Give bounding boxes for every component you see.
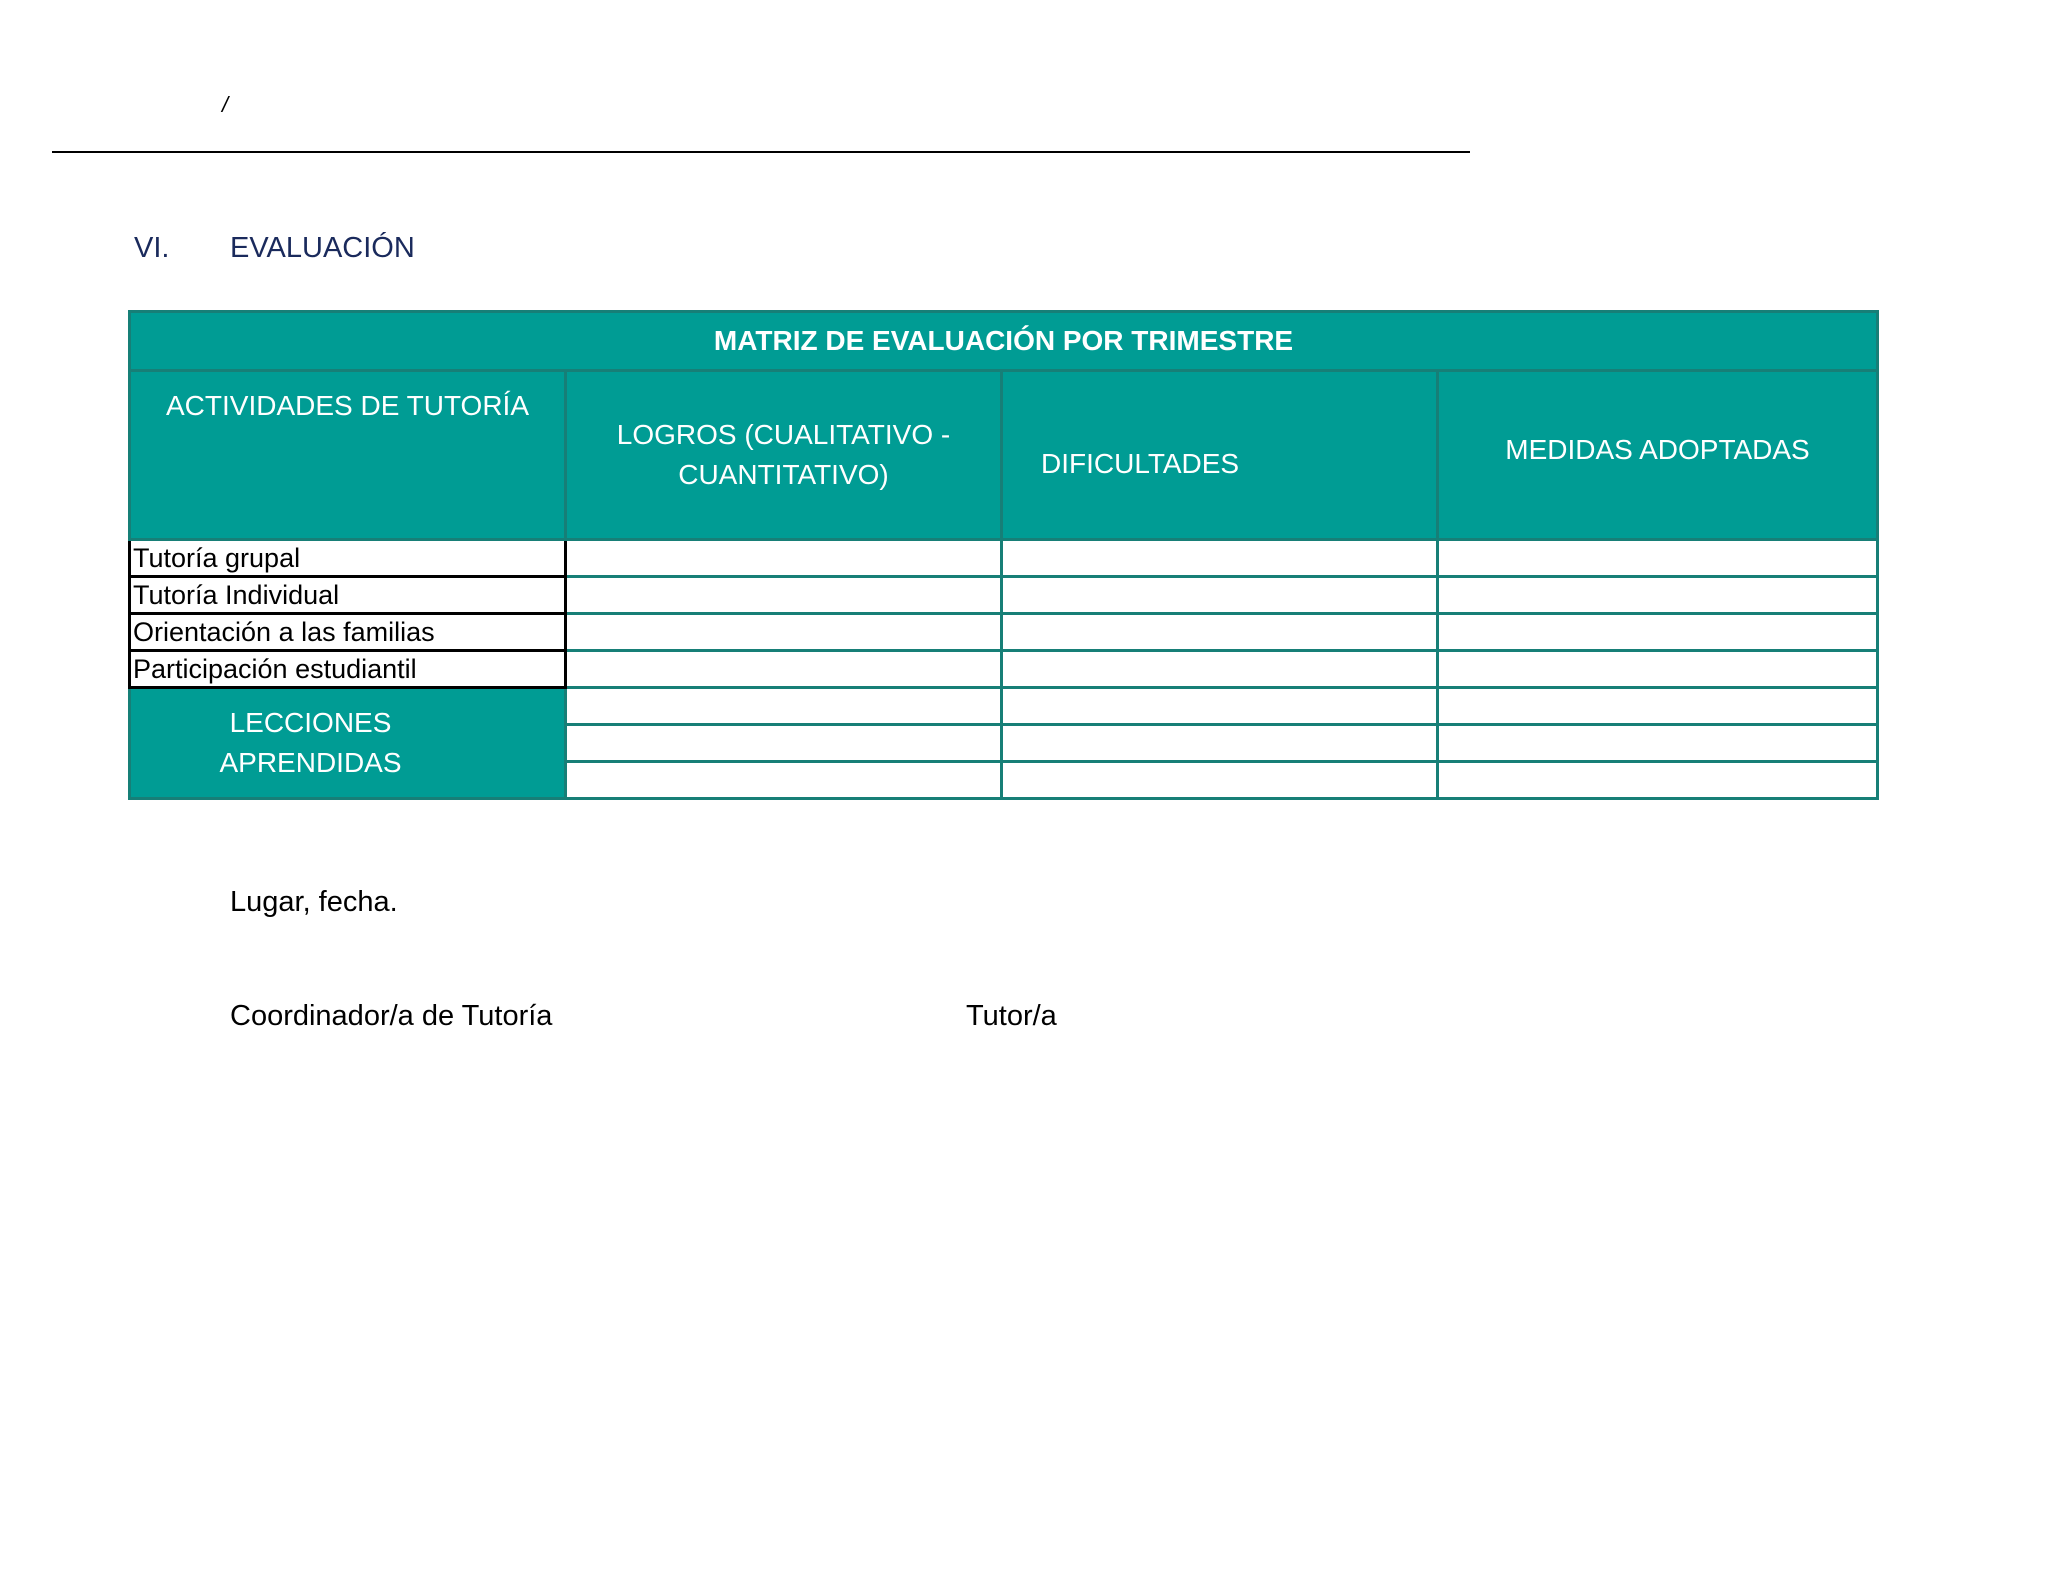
table-row xyxy=(130,577,1878,614)
cell-logros[interactable] xyxy=(566,651,1002,688)
cell-logros[interactable] xyxy=(566,614,1002,651)
cell-medidas[interactable] xyxy=(1438,614,1878,651)
row-label-tutoria-individual: Tutoría Individual xyxy=(130,577,566,614)
cell-dificultades[interactable] xyxy=(1002,651,1438,688)
section-number: VI. xyxy=(134,232,170,264)
cell-lecciones[interactable] xyxy=(1438,725,1878,762)
column-header-dificultades: DIFICULTADES xyxy=(1002,371,1438,540)
cell-dificultades[interactable] xyxy=(1002,614,1438,651)
row-label-orientacion-familias: Orientación a las familias xyxy=(130,614,566,651)
evaluation-matrix xyxy=(128,310,1879,800)
coordinator-signature-label: Coordinador/a de Tutoría xyxy=(230,1000,553,1032)
column-header-logros-line1: LOGROS (CUALITATIVO - xyxy=(616,419,951,450)
row-label-tutoria-grupal: Tutoría grupal xyxy=(130,540,566,577)
header-rule xyxy=(52,151,1470,153)
cell-lecciones[interactable] xyxy=(1002,688,1438,725)
cell-medidas[interactable] xyxy=(1438,651,1878,688)
cell-lecciones[interactable] xyxy=(1002,762,1438,799)
cell-lecciones[interactable] xyxy=(566,762,1002,799)
section-title: EVALUACIÓN xyxy=(230,232,415,264)
cell-dificultades[interactable] xyxy=(1002,577,1438,614)
cell-lecciones[interactable] xyxy=(1438,762,1878,799)
table-row xyxy=(130,651,1878,688)
cell-medidas[interactable] xyxy=(1438,577,1878,614)
column-header-medidas: MEDIDAS ADOPTADAS xyxy=(1438,371,1878,540)
column-header-logros-line2: CUANTITATIVO) xyxy=(678,459,889,490)
matrix-title: MATRIZ DE EVALUACIÓN POR TRIMESTRE xyxy=(130,312,1878,371)
cell-lecciones[interactable] xyxy=(566,725,1002,762)
row-label-lecciones-aprendidas xyxy=(130,688,566,799)
table-row xyxy=(130,614,1878,651)
place-date-label: Lugar, fecha. xyxy=(230,886,398,918)
cell-lecciones[interactable] xyxy=(566,688,1002,725)
cell-dificultades[interactable] xyxy=(1002,540,1438,577)
column-header-logros xyxy=(566,371,1002,540)
cell-logros[interactable] xyxy=(566,577,1002,614)
table-row xyxy=(130,688,1878,725)
lecciones-line1: LECCIONES xyxy=(229,707,392,738)
cell-medidas[interactable] xyxy=(1438,540,1878,577)
cell-lecciones[interactable] xyxy=(1438,688,1878,725)
column-header-actividades: ACTIVIDADES DE TUTORÍA xyxy=(130,371,566,540)
tutor-signature-label: Tutor/a xyxy=(966,1000,1057,1032)
row-label-participacion-estudiantil: Participación estudiantil xyxy=(130,651,566,688)
lecciones-line2: APRENDIDAS xyxy=(219,747,402,778)
table-row xyxy=(130,540,1878,577)
header-slash: / xyxy=(222,92,229,117)
cell-logros[interactable] xyxy=(566,540,1002,577)
cell-lecciones[interactable] xyxy=(1002,725,1438,762)
